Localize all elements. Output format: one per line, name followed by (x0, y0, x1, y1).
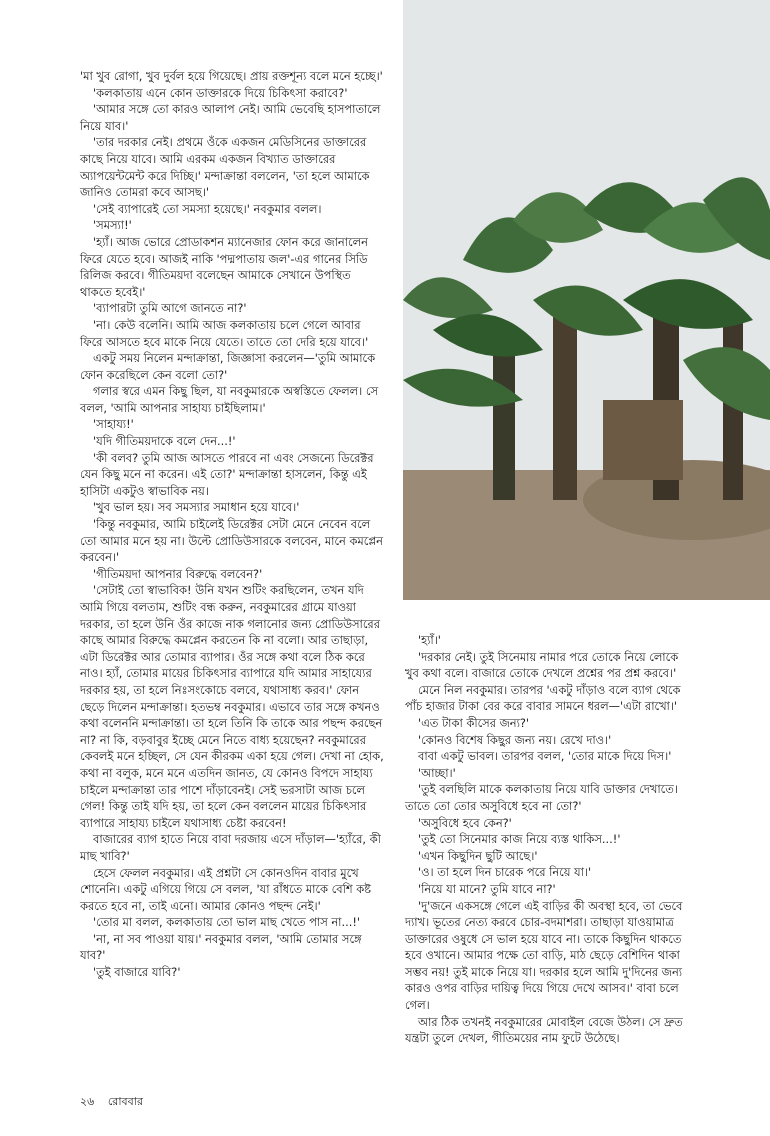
paragraph: 'ও। তা হলে দিন চারেক পরে নিয়ে যা।' (418, 865, 592, 880)
paragraph: 'মা খুব রোগা, খুব দুর্বল হয়ে গিয়েছে। প্রায় রক্তশূন্য বলে মনে হচ্ছে।' (80, 69, 383, 83)
paragraph: 'দু'জনে একসঙ্গে গেলে এই বাড়ির কী অবস্থা হবে, তা ভেবে দ্যাখ। ভূতের নেত্য করবে চোর-বদমাশরা। তাছাড়া যাওয়ামাত্র ডাক্তারের ওষুধে সে ভাল হয়ে যাবে না। তাকে কিছুদিন থাকতে হবে ওখানে। আমার পক্ষে তো বাড়ি, মাঠ ছেড়ে বেশিদিন থাকা সম্ভব নয়! তুই মাকে নিয়ে যা। দরকার হলে আমি দু'দিনের জন্য কারও ওপর বাড়ির দায়িত্ব দিয়ে গিয়ে দেখে আসব।' বাবা চলে গেল। (405, 898, 683, 1013)
paragraph: 'না। কেউ বলেনি। আমি আজ কলকাতায় চলে গেলে আবার ফিরে আসতে হবে মাকে নিয়ে যেতে। তাতে তো দেরি হয়ে যাবে।' (80, 317, 369, 349)
paragraph: 'সেই ব্যাপারেই তো সমস্যা হয়েছে।' নবকুমার বলল। (93, 201, 322, 216)
paragraph: 'সেটাই তো স্বাভাবিক! উনি যখন শুটিং করছিলেন, তখন যদি আমি গিয়ে বলতাম, শুটিং বন্ধ করুন, নবকুমারের গ্রামে যাওয়া দরকার, তা হলে উনি ওঁর কাজে নাক গলানোর জন্য প্রোডিউসারের কাছে আমার বিরুদ্ধে কমপ্লেন করতেন কি না বলো। আর তাছাড়া, এটা ডিরেক্টর আর তোমার ব্যাপার। ওঁর সঙ্গে কথা বলে ঠিক করে নাও। হ্যাঁ, তোমার মায়ের চিকিৎসার ব্যাপারে যদি আমার সাহায্যের দরকার হয়, তা হলে নিঃসংকোচে বলবে, যথাসাধ্য করব।' ফোন ছেড়ে দিলেন মন্দাক্রান্তা। হতভম্ব নবকুমার। এভাবে তার সঙ্গে কখনও কথা বলেননি মন্দাক্রান্তা। তা হলে তিনি কি তাকে আর পছন্দ করছেন না? না কি, বড়বাবুর ইচ্ছে মেনে নিতে বাধ্য হয়েছেন? নবকুমারের কেবলই মনে হচ্ছিল, সে যেন কীরকম একা হয়ে গেল। দেখা না হোক, কথা না বলুক, মনে মনে এতদিন জানত, যে কোনও বিপদে সাহায্য চাইলে মন্দাক্রান্তা তার পাশে দাঁড়াবেনই। সেই ভরসাটা আজ চলে গেল! কিন্তু তাই যদি হয়, তা হলে কেন বললেন মায়ের চিকিৎসার ব্যাপারে সাহায্য চাইলে যথাসাধ্য চেষ্টা করবেন! (80, 583, 384, 830)
paragraph: 'দরকার নেই। তুই সিনেমায় নামার পরে তোকে নিয়ে লোকে খুব কথা বলে। বাজারে তোকে দেখলে প্রশ্নের পর প্রশ্ন করবে।' (405, 649, 679, 681)
paragraph: 'এত টাকা কীসের জন্য?' (418, 715, 530, 730)
paragraph: 'খুব ভাল হয়। সব সমস্যার সমাধান হয়ে যাবে।' (93, 500, 300, 515)
paragraph: 'না, না সব পাওয়া যায়।' নবকুমার বলল, 'আমি তোমার সঙ্গে যাব?' (80, 931, 362, 963)
paragraph: 'আমার সঙ্গে তো কারও আলাপ নেই। আমি ভেবেছি হাসপাতালে নিয়ে যাব।' (80, 102, 381, 133)
paragraph: 'কী বলব? তুমি আজ আসতে পারবে না এবং সেজন্যে ডিরেক্টর যেন কিছু মনে না করেন। এই তো?' মন্দাক্রান্তা হাসলেন, কিন্তু এই হাসিটা একটুও স্বাভাবিক নয়। (80, 450, 374, 498)
paragraph: 'তুই বলছিলি মাকে কলকাতায় নিয়ে যাবি ডাক্তার দেখাতে। তাতে তো তোর অসুবিধে হবে না তো?' (405, 782, 678, 813)
paragraph: 'কলকাতায় এনে কোন ডাক্তারকে দিয়ে চিকিৎসা করাবে?' (93, 85, 348, 100)
right-text-column (405, 632, 688, 1047)
paragraph: 'কোনও বিশেষ কিছুর জন্য নয়। রেখে দাও।' (418, 732, 612, 747)
photo-illustration (403, 0, 770, 600)
paragraph: 'তার দরকার নেই। প্রথমে ওঁকে একজন মেডিসিনের ডাক্তারের কাছে নিয়ে যাবে। আমি এরকম একজন বিখ্যাত ডাক্তারের অ্যাপয়েন্টমেন্ট করে দিচ্ছি।' মন্দাক্রান্তা বললেন, 'তা হলে আমাকে জানিও তোমরা কবে আসছ।' (80, 135, 370, 200)
paragraph: হেসে ফেলল নবকুমার। এই প্রশ্নটা সে কোনওদিন বাবার মুখে শোনেনি। একটু এগিয়ে গিয়ে সে বলল, 'যা রাঁধতে মাকে বেশি কষ্ট করতে হবে না, তাই এনো। আমার কোনও পছন্দ নেই।' (80, 865, 371, 913)
paragraph: বাজারের ব্যাগ হাতে নিয়ে বাবা দরজায় এসে দাঁড়াল—'হ্যাঁরে, কী মাছ খাবি?' (80, 832, 381, 863)
paragraph: 'ব্যাপারটা তুমি আগে জানতে না?' (93, 301, 247, 316)
paragraph: বাবা একটু ভাবল। তারপর বলল, 'তোর মাকে দিয়ে দিস।' (418, 749, 672, 764)
paragraph: 'তুই বাজারে যাবি?' (93, 965, 181, 980)
publication-name: রোববার (107, 1095, 144, 1108)
page-footer (80, 1093, 153, 1112)
paragraph: 'আচ্ছা।' (418, 765, 456, 780)
paragraph: 'হ্যাঁ।' (418, 633, 441, 647)
banana-trees-photo (403, 0, 770, 600)
paragraph: 'নিয়ে যা মানে? তুমি যাবে না?' (418, 881, 556, 896)
left-text-column (80, 68, 386, 981)
paragraph: 'তুই তো সিনেমার কাজ নিয়ে ব্যস্ত থাকিস...!' (418, 832, 621, 847)
paragraph: 'এখন কিছুদিন ছুটি আছে।' (418, 848, 538, 863)
paragraph: 'হ্যাঁ। আজ ভোরে প্রোডাকশন ম্যানেজার ফোন করে জানালেন ফিরে যেতে হবে। আজই নাকি 'পদ্মপাতায় জল'-এর গানের সিডি রিলিজ করবে। গীতিময়দা বলেছেন আমাকে সেখানে উপস্থিত থাকতে হবেই।' (80, 234, 368, 299)
paragraph: 'অসুবিধে হবে কেন?' (418, 815, 512, 830)
paragraph: মেনে নিল নবকুমার। তারপর 'একটু দাঁড়াও বলে ব্যাগ থেকে পাঁচ হাজার টাকা বের করে বাবার সামনে ধরল—'এটা রাখো।' (405, 682, 681, 714)
paragraph: একটু সময় নিলেন মন্দাক্রান্তা, জিজ্ঞাসা করলেন—'তুমি আমাকে ফোন করেছিলে কেন বলো তো?' (80, 351, 376, 382)
hut (603, 400, 683, 480)
paragraph: 'সাহায্য!' (93, 417, 134, 432)
paragraph: 'গীতিময়দা আপনার বিরুদ্ধে বলবেন?' (93, 566, 263, 581)
paragraph: 'কিন্তু নবকুমার, আমি চাইলেই ডিরেক্টর সেটা মেনে নেবেন বলে তো আমার মনে হয় না। উল্টে প্রোডিউসারকে বলবেন, মানে কমপ্লেন করবেন।' (80, 517, 383, 565)
paragraph: 'তোর মা বলল, কলকাতায় তো ভাল মাছ খেতে পাস না...!' (93, 915, 361, 930)
paragraph: 'যদি গীতিময়দাকে বলে দেন...!' (93, 434, 236, 449)
page-number: ২৬ (80, 1095, 95, 1108)
paragraph: 'সমস্যা!' (93, 218, 132, 233)
paragraph: আর ঠিক তখনই নবকুমারের মোবাইল বেজে উঠল। সে দ্রুত যন্ত্রটা তুলে দেখল, গীতিময়ের নাম ফুটে উঠেছে। (405, 1014, 683, 1046)
paragraph: গলার স্বরে এমন কিছু ছিল, যা নবকুমারকে অস্বস্তিতে ফেলল। সে বলল, 'আমি আপনার সাহায্য চাইছিলাম।' (80, 384, 378, 415)
